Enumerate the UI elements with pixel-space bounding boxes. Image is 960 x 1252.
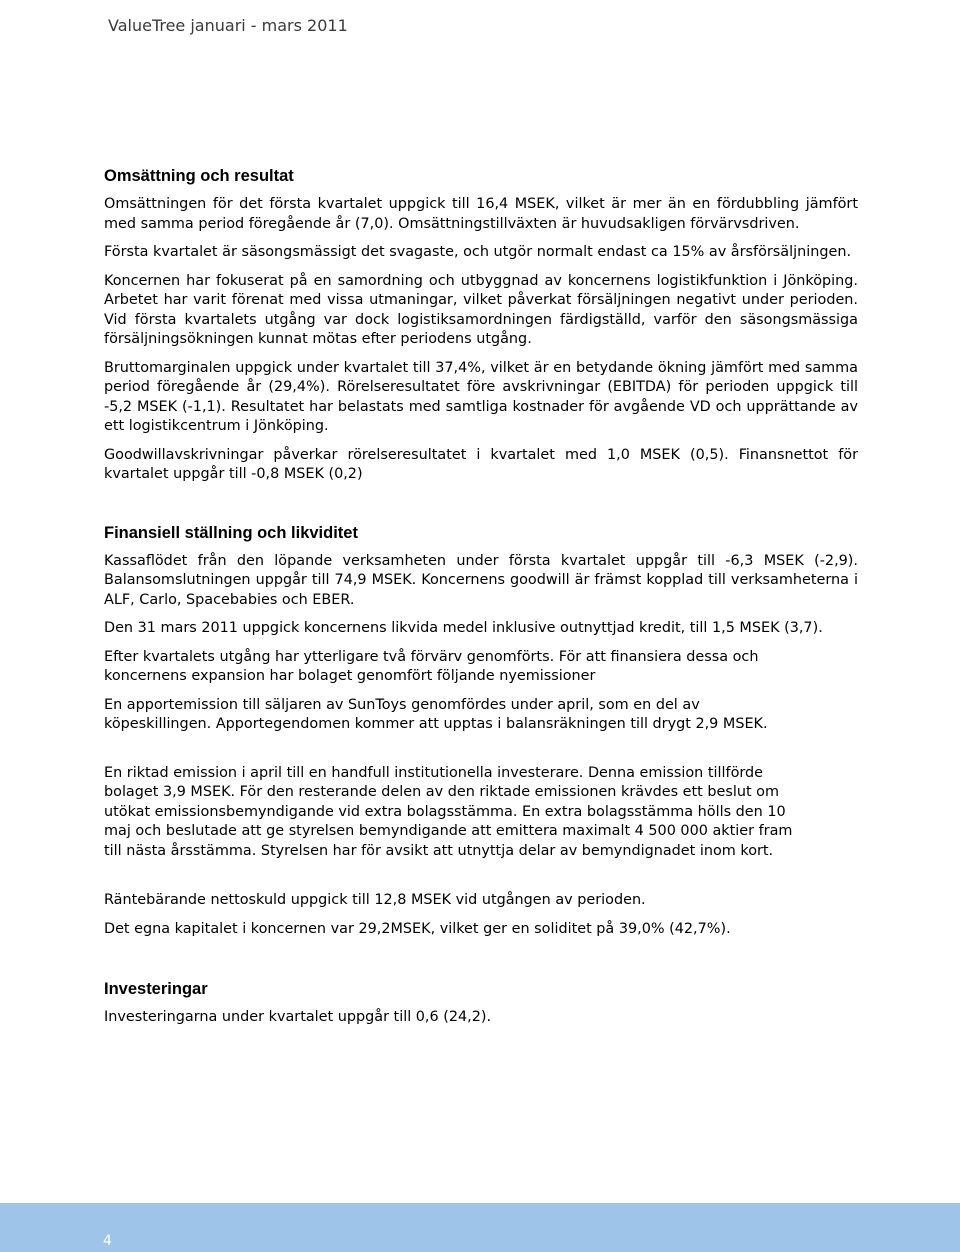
paragraph-finansiell-2: Den 31 mars 2011 uppgick koncernens likvida medel inklusive outnyttjad kredit, till 1,5 MSEK (3,7). bbox=[104, 620, 823, 636]
paragraph-finansiell-5: En riktad emission i april till en handfull institutionella investerare. Denna emission tillförde bolaget 3,9 MSEK. För den resterande delen av den riktade emissionen krävdes ett beslut om utökat emissionsbemyndigande vid extra bolagsstämma. En extra bolagsstämma hölls den 10 maj och beslutade att ge styrelsen bemyndigande att emittera maximalt 4 500 000 aktier fram till nästa årsstämma. Styrelsen har för avsikt att utnyttja delar av bemyndignadet inom kort. bbox=[104, 764, 793, 859]
paragraph-omsattning-4: Bruttomarginalen uppgick under kvartalet till 37,4%, vilket är en betydande ökning jämfört med samma period föregående år (29,4%). Rörelseresultatet före avskrivningar (EBITDA) för perioden uppgick till -5,2 MSEK (-1,1). Resultatet har belastats med samtliga kostnader för avgående VD och upprättande av ett logistikcentrum i Jönköping. bbox=[104, 359, 858, 434]
paragraph-omsattning-2: Första kvartalet är säsongsmässigt det svagaste, och utgör normalt endast ca 15% av årsförsäljningen. bbox=[104, 244, 852, 260]
heading-finansiell: Finansiell ställning och likviditet bbox=[104, 523, 358, 542]
document-body bbox=[104, 166, 858, 1028]
paragraph-omsattning-5: Goodwillavskrivningar påverkar rörelseresultatet i kvartalet med 1,0 MSEK (0,5). Finansnettot för kvartalet uppgår till -0,8 MSEK (0,2) bbox=[104, 446, 858, 482]
paragraph-finansiell-6: Räntebärande nettoskuld uppgick till 12,8 MSEK vid utgången av perioden. bbox=[104, 892, 646, 908]
paragraph-finansiell-4: En apportemission till säljaren av SunToys genomfördes under april, som en del av köpeskillingen. Apportegendomen kommer att upptas i balansräkningen till drygt 2,9 MSEK. bbox=[104, 696, 768, 732]
paragraph-investeringar-1: Investeringarna under kvartalet uppgår till 0,6 (24,2). bbox=[104, 1009, 492, 1025]
paragraph-finansiell-7: Det egna kapitalet i koncernen var 29,2MSEK, vilket ger en soliditet på 39,0% (42,7%). bbox=[104, 920, 731, 937]
heading-omsattning: Omsättning och resultat bbox=[104, 167, 294, 185]
paragraph-finansiell-1: Kassaflödet från den löpande verksamheten under första kvartalet uppgår till -6,3 MSEK (-2,9). Balansomslutningen uppgår till 74,9 MSEK. Koncernens goodwill är främst kopplad till verksamheterna i ALF, Carlo, Spacebabies och EBER. bbox=[104, 552, 858, 608]
heading-investeringar: Investeringar bbox=[104, 980, 208, 998]
footer-bar bbox=[0, 1203, 960, 1252]
paragraph-finansiell-3: Efter kvartalets utgång har ytterligare två förvärv genomförts. För att finansiera dessa och koncernens expansion har bolaget genomfört följande nyemissioner bbox=[104, 648, 759, 684]
paragraph-omsattning-1: Omsättningen för det första kvartalet uppgick till 16,4 MSEK, vilket är mer än en fördubbling jämfört med samma period föregående år (7,0). Omsättningstillväxten är huvudsakligen förvärvsdriven. bbox=[104, 196, 858, 232]
running-header-title: ValueTree januari - mars 2011 bbox=[108, 16, 348, 35]
paragraph-omsattning-3: Koncernen har fokuserat på en samordning och utbyggnad av koncernens logistikfunktion i Jönköping. Arbetet har varit förenat med vissa utmaningar, vilket påverkat försäljningen negativt under perioden. Vid första kvartalets utgång var dock logistiksamordningen färdigställd, varför den säsongsmässiga försäljningsökningen kunnat mötas efter periodens utgång. bbox=[104, 272, 858, 347]
page-number: 4 bbox=[103, 1233, 112, 1249]
